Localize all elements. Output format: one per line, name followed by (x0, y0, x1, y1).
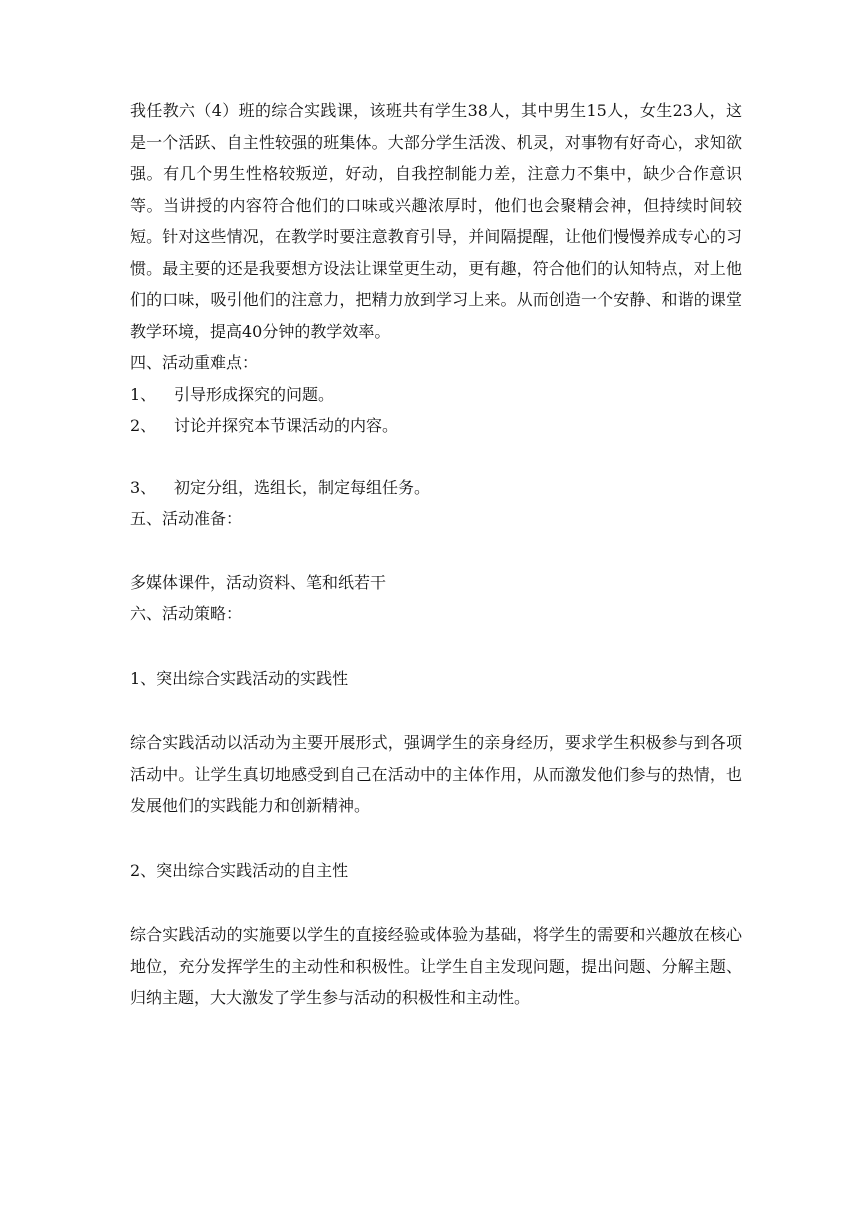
list-item (130, 379, 742, 411)
spacer (130, 886, 742, 919)
spacer (130, 694, 742, 727)
section-heading-preparation: 五、活动准备： (130, 509, 243, 528)
list-item (130, 472, 742, 504)
intro-paragraph: 我任教六（4）班的综合实践课，该班共有学生38人，其中男生15人，女生23人，这是一个活跃、自主性较强的班集体。大部分学生活泼、机灵，对事物有好奇心，求知欲强。有几个男生性格较叛逆，好动，自我控制能力差，注意力不集中，缺少合作意识等。当讲授的内容符合他们的口味或兴趣浓厚时，他们也会聚精会神，但持续时间较短。针对这些情况，在教学时要注意教育引导，并间隔提醒，让他们慢慢养成专心的习惯。最主要的还是我要想方设法让课堂更生动，更有趣，符合他们的认知特点，对上他们的口味，吸引他们的注意力，把精力放到学习上来。从而创造一个安静、和谐的课堂教学环境，提高40分钟的教学效率。 (130, 101, 742, 341)
list-item-text: 讨论并探究本节课活动的内容。 (174, 416, 399, 435)
spacer (130, 442, 742, 472)
list-item (130, 410, 742, 442)
strategy-body-practicality: 综合实践活动以活动为主要开展形式，强调学生的亲身经历，要求学生积极参与到各项活动中。让学生真切地感受到自己在活动中的主体作用，从而激发他们参与的热情，也发展他们的实践能力和创新精神。 (130, 733, 742, 815)
list-item-text: 初定分组，选组长，制定每组任务。 (174, 477, 431, 497)
section-heading-strategy: 六、活动策略： (130, 604, 243, 623)
strategy-body-autonomy: 综合实践活动的实施要以学生的直接经验或体验为基础，将学生的需要和兴趣放在核心地位，充分发挥学生的主动性和积极性。让学生自主发现问题，提出问题、分解主题、归纳主题，大大激发了学生参与活动的积极性和主动性。 (130, 925, 742, 1007)
spacer (130, 822, 742, 855)
section-heading-difficulties: 四、活动重难点： (130, 353, 259, 372)
document-body (130, 95, 742, 1014)
spacer (130, 630, 742, 663)
preparation-text: 多媒体课件，活动资料、笔和纸若干 (130, 572, 387, 592)
spacer (130, 535, 742, 567)
list-item-text: 引导形成探究的问题。 (174, 384, 335, 404)
list-item-number: 3、 (130, 477, 157, 497)
strategy-subtitle-practicality: 1、突出综合实践活动的实践性 (130, 668, 349, 688)
list-item-number: 2、 (130, 416, 157, 435)
list-item-number: 1、 (130, 384, 157, 404)
strategy-subtitle-autonomy: 2、突出综合实践活动的自主性 (130, 860, 349, 880)
